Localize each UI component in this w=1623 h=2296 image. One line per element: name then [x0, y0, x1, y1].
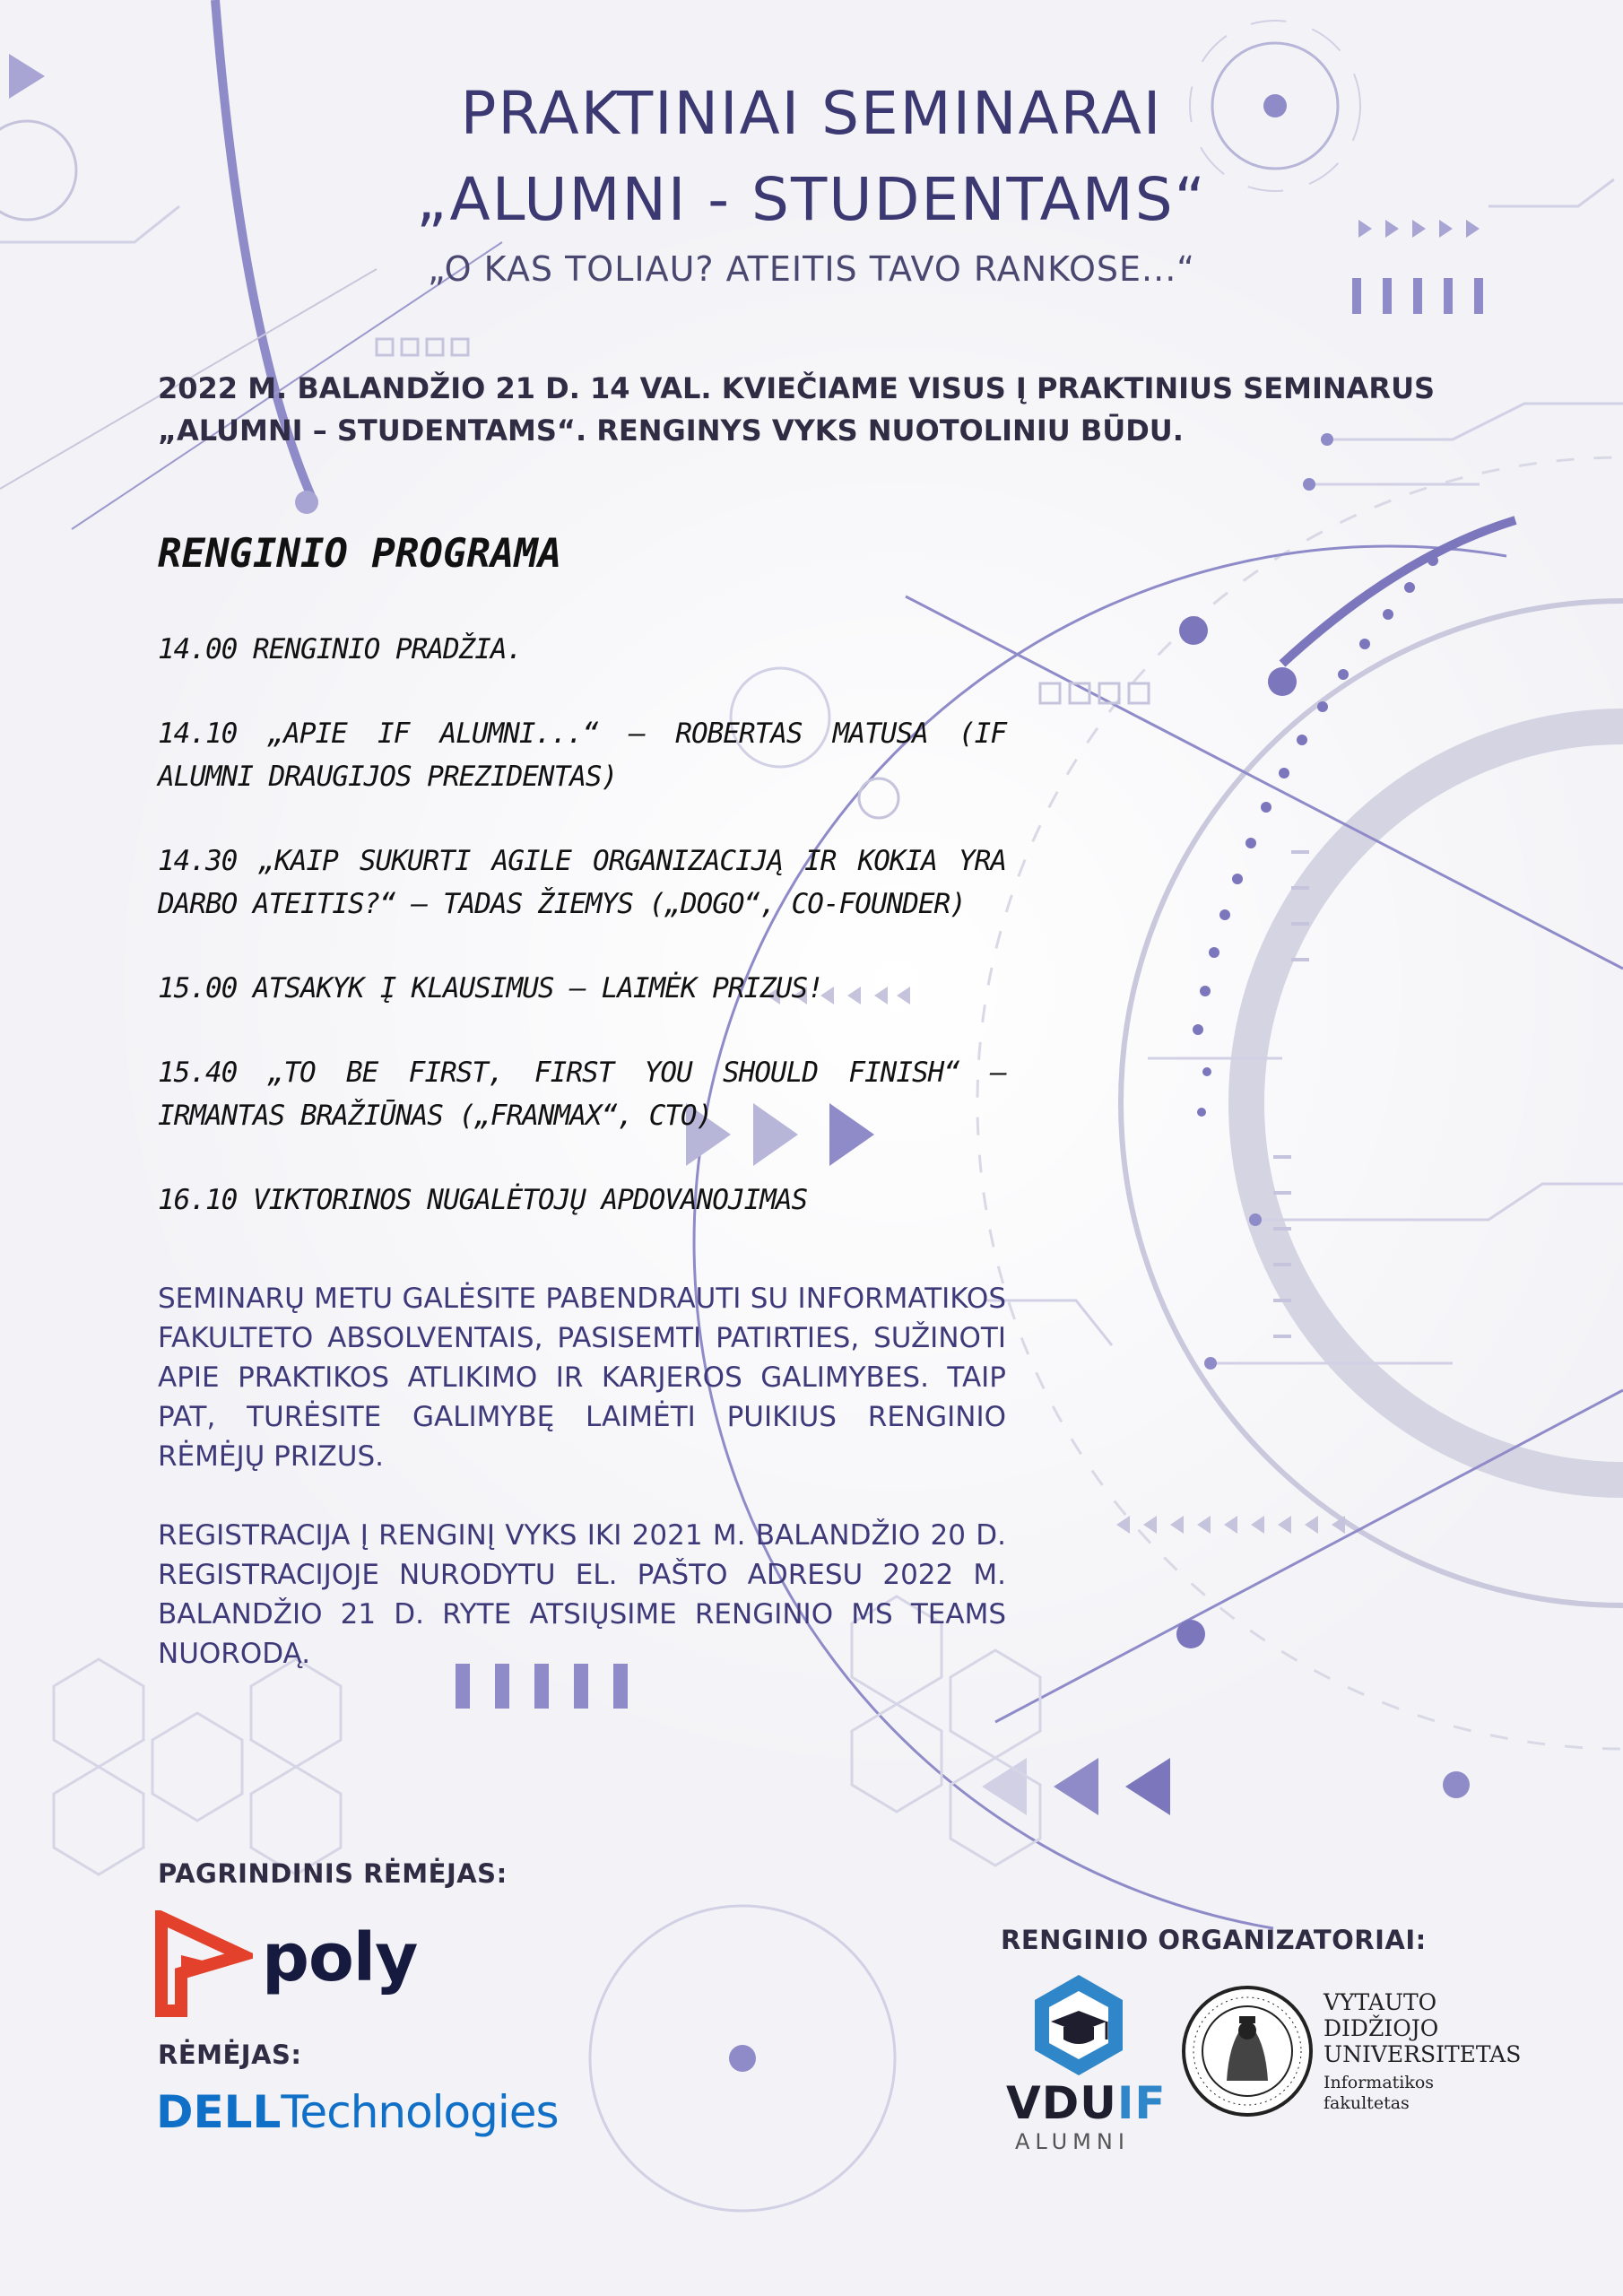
intro-text: 2022 M. BALANDŽIO 21 D. 14 VAL. KVIEČIAME VISUS Į PRAKTINIUS SEMINARUS „ALUMNI – STUDENTAMS“. RENGINYS VYKS NUOTOLINIU BŪDU.	[158, 371, 1436, 448]
dell-technologies-wordmark: Technologies	[281, 2086, 559, 2138]
dell-logo	[156, 2086, 559, 2138]
program-item: 15.00 ATSAKYK Į KLAUSIMUS – LAIMĖK PRIZUS!	[158, 972, 823, 1004]
title-line-1: PRAKTINIAI SEMINARAI	[460, 79, 1163, 148]
program-item: 16.10 VIKTORINOS NUGALĖTOJŲ APDOVANOJIMAS	[158, 1184, 808, 1216]
university-name	[1324, 1989, 1593, 2114]
program-title: RENGINIO PROGRAMA	[158, 531, 562, 577]
title-line-2: „ALUMNI - STUDENTAMS“	[416, 165, 1207, 234]
program-item: 14.10 „APIE IF ALUMNI...“ – ROBERTAS MATUSA (IF ALUMNI DRAUGIJOS PREZIDENTAS)	[158, 718, 1006, 793]
poly-mark-icon	[154, 1910, 253, 2018]
university-name-line: VYTAUTO	[1324, 1989, 1437, 2015]
program-item: 15.40 „TO BE FIRST, FIRST YOU SHOULD FINISH“ – IRMANTAS BRAŽIŪNAS („FRANMAX“, CTO)	[158, 1057, 1006, 1132]
poly-logo	[154, 1910, 423, 2018]
faculty-name-line: Informatikos	[1324, 2073, 1435, 2092]
dell-wordmark: DELL	[156, 2086, 282, 2138]
subtitle: „O KAS TOLIAU? ATEITIS TAVO RANKOSE...“	[428, 249, 1195, 289]
alumni-wordmark: ALUMNI	[1015, 2129, 1130, 2154]
organizers-label: RENGINIO ORGANIZATORIAI:	[1001, 1925, 1427, 1955]
university-seal-icon	[1180, 1984, 1315, 2118]
university-name-line: DIDŽIOJO	[1324, 2015, 1439, 2041]
poly-wordmark: poly	[262, 1919, 418, 1996]
university-name-line: UNIVERSITETAS	[1324, 2041, 1522, 2067]
vduif-wordmark: VDUIF	[1006, 2077, 1167, 2129]
university-seal	[1180, 1984, 1315, 2118]
faculty-name-line: fakultetas	[1324, 2093, 1410, 2113]
vduif-alumni-logo	[1002, 1971, 1167, 2154]
registration-paragraph: REGISTRACIJA Į RENGINĮ VYKS IKI 2021 M. BALANDŽIO 20 D. REGISTRACIJOJE NURODYTU EL. PAŠTO ADRESU 2022 M. BALANDŽIO 21 D. RYTE ATSIŲSIME RENGINIO MS TEAMS NUORODĄ.	[158, 1519, 1006, 1670]
main-sponsor-label: PAGRINDINIS RĖMĖJAS:	[158, 1858, 508, 1889]
program-item: 14.00 RENGINIO PRADŽIA.	[158, 633, 523, 665]
graduation-cap-icon	[1029, 1971, 1128, 2079]
program-item: 14.30 „KAIP SUKURTI AGILE ORGANIZACIJĄ IR KOKIA YRA DARBO ATEITIS?“ – TADAS ŽIEMYS („DOGO“, CO-FOUNDER)	[158, 845, 1006, 920]
sponsor-label: RĖMĖJAS:	[158, 2039, 302, 2070]
description-paragraph: SEMINARŲ METU GALĖSITE PABENDRAUTI SU INFORMATIKOS FAKULTETO ABSOLVENTAIS, PASISEMTI PATIRTIES, SUŽINOTI APIE PRAKTIKOS ATLIKIMO IR KARJEROS GALIMYBES. TAIP PAT, TURĖSITE GALIMYBĘ LAIMĖTI PUIKIUS RENGINIO RĖMĖJŲ PRIZUS.	[158, 1283, 1006, 1473]
